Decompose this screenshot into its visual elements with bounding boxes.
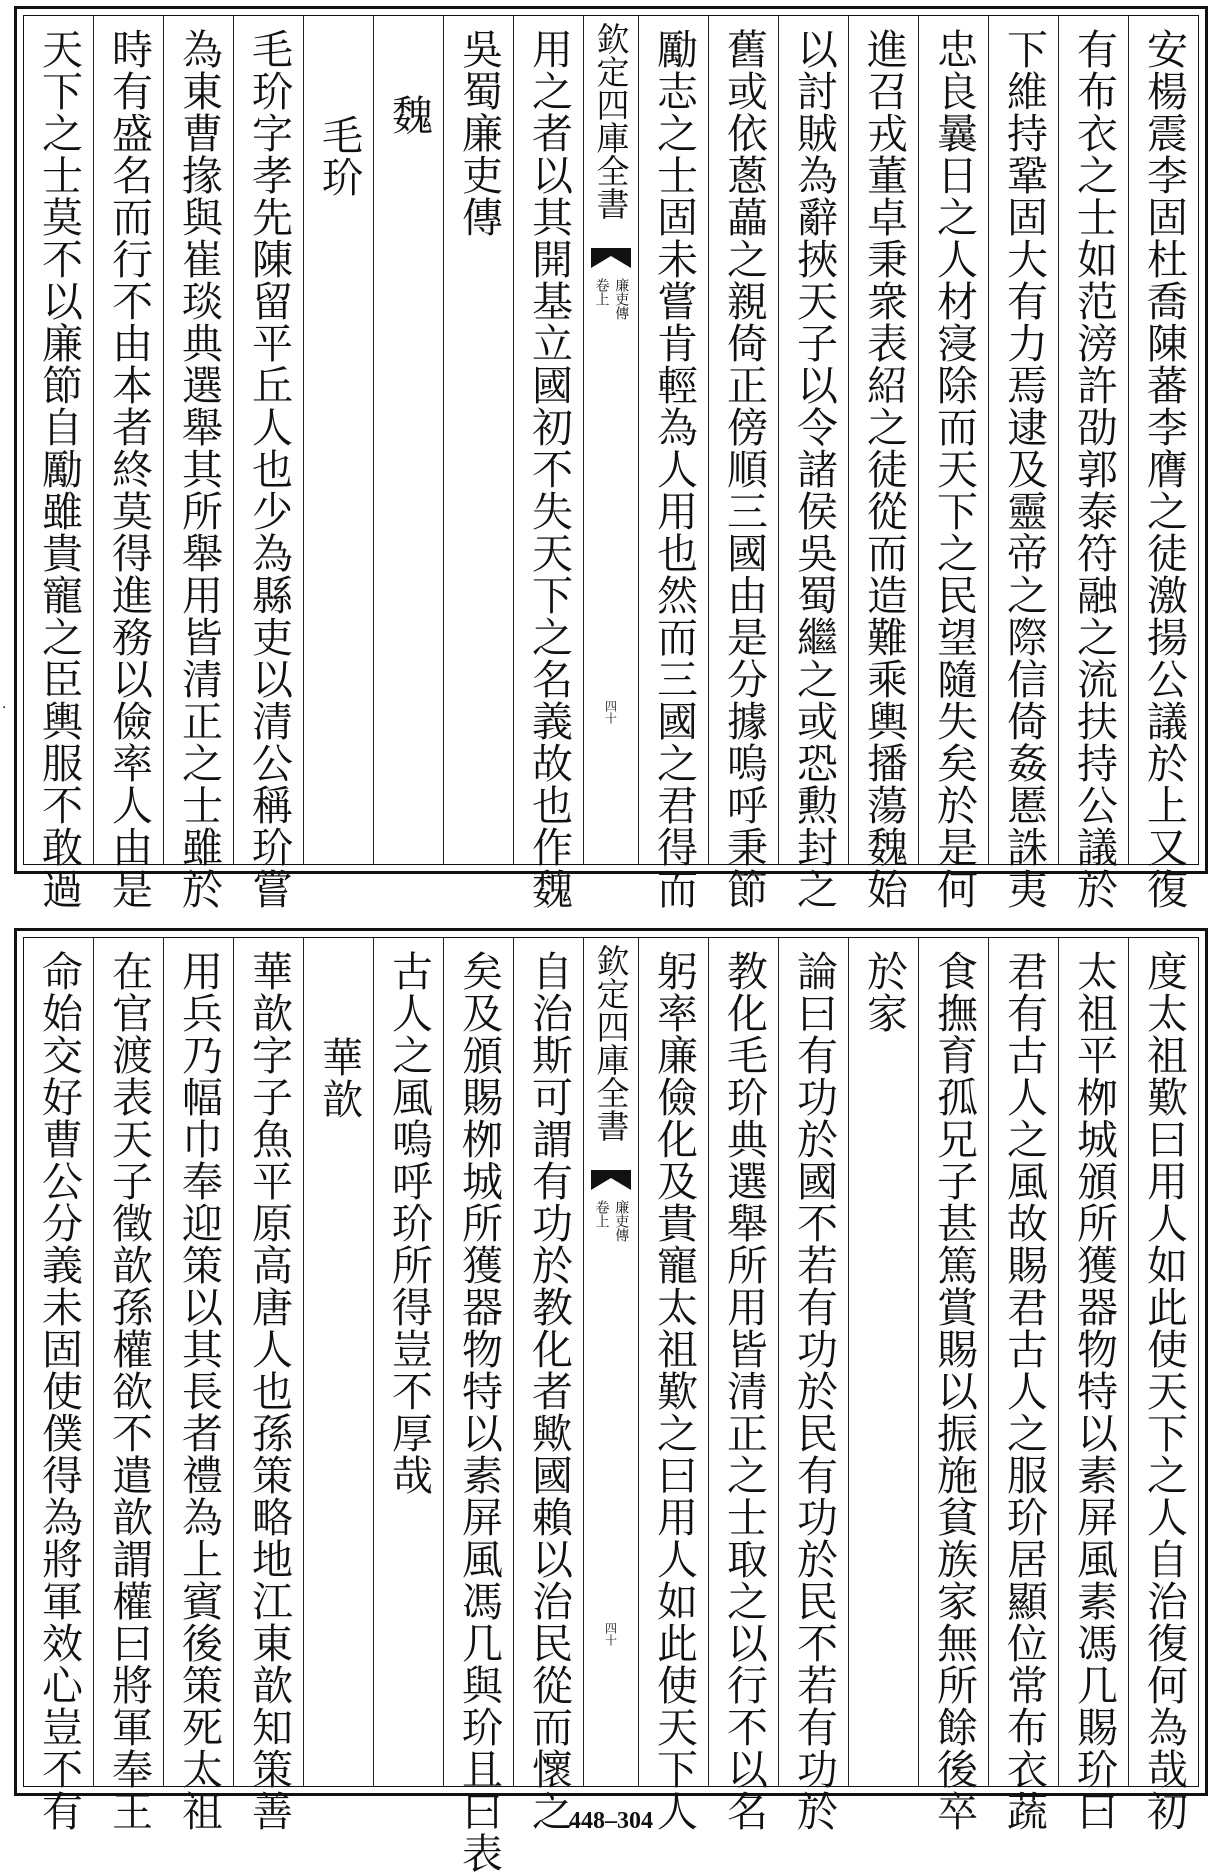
section-heading: 毛玠 (315, 114, 363, 198)
text-column (1128, 938, 1198, 1832)
text-line: 論曰有功於國不若有功於民有功於民不若有功於 (790, 950, 838, 1832)
upper-page-columns (23, 15, 1199, 910)
text-line: 下維持鞏固大有力焉逮及靈帝之際信倚姦慝誅夷 (1000, 28, 1048, 910)
page-number-footer: 448–304 (569, 1808, 653, 1834)
library-title: 欽定四庫全書 (591, 944, 631, 1142)
fish-tail-mark-icon (591, 248, 631, 268)
text-column (1058, 16, 1128, 910)
text-line: 吳蜀廉吏傳 (455, 28, 503, 238)
fish-tail-mark-icon (591, 1170, 631, 1190)
text-column (988, 16, 1058, 910)
text-column (443, 16, 513, 864)
text-line: 命始交好曹公分義未固使僕得為將軍效心豈不有 (35, 950, 83, 1832)
text-column (778, 16, 848, 910)
text-column (373, 938, 443, 1786)
text-line: 君有古人之風故賜君古人之服玠居顯位常布衣蔬 (1000, 950, 1048, 1832)
text-column (163, 16, 233, 910)
text-line: 為東曹掾與崔琰典選舉其所舉用皆清正之士雖於 (175, 28, 223, 910)
text-column (373, 16, 443, 864)
text-line: 自治斯可謂有功於教化者歟國賴以治民從而懷之 (525, 950, 573, 1832)
text-line: 以討賊為辭挾天子以令諸侯吳蜀繼之或恐勲封之 (790, 28, 838, 910)
text-column (93, 938, 163, 1832)
text-column (93, 16, 163, 910)
section-heading: 魏 (385, 94, 433, 136)
text-line: 進召戎董卓秉衆表紹之徒從而造難乘輿播蕩魏始 (860, 28, 908, 910)
text-column (848, 938, 918, 1786)
text-line: 古人之風嗚呼玠所得豈不厚哉 (385, 950, 433, 1496)
text-column (303, 16, 373, 864)
book-title: 廉吏傳 (613, 1200, 630, 1242)
text-line: 矣及頒賜栁城所獲器物特以素屏風馮几與玠且曰表 (455, 950, 503, 1874)
leaf-number: 四十 (603, 700, 618, 724)
text-line: 用兵乃幅巾奉迎策以其長者禮為上賓後策死太祖 (175, 950, 223, 1832)
text-line: 舊或依蔥藟之親倚正傍順三國由是分據嗚呼秉節 (720, 28, 768, 910)
text-line: 教化毛玠典選舉所用皆清正之士取之以行不以名 (720, 950, 768, 1832)
text-column (303, 938, 373, 1786)
book-title: 廉吏傳 (613, 278, 630, 320)
text-column (1058, 938, 1128, 1832)
text-column (163, 938, 233, 1832)
margin-dot: · (2, 700, 7, 716)
text-column (443, 938, 513, 1874)
text-line: 忠良曩日之人材寖除而天下之民望隨失矣於是何 (930, 28, 978, 910)
text-column (1128, 16, 1198, 910)
center-banner (583, 938, 638, 1786)
text-column (638, 16, 708, 910)
text-column (918, 938, 988, 1832)
text-line: 食撫育孤兄子甚篤賞賜以振施貧族家無所餘後卒 (930, 950, 978, 1832)
text-line: 毛玠字孝先陳留平丘人也少為縣吏以清公稱玠嘗 (245, 28, 293, 910)
text-column (233, 938, 303, 1832)
volume-label: 卷上 (593, 1200, 610, 1228)
text-line: 安楊震李固杜喬陳蕃李膺之徒激揚公議於上又復 (1140, 28, 1188, 910)
text-column (24, 16, 93, 910)
text-column (233, 16, 303, 910)
center-banner (583, 16, 638, 864)
section-heading: 華歆 (315, 1036, 363, 1120)
leaf-number: 四十 (603, 1622, 618, 1646)
text-line: 度太祖歎曰用人如此使天下之人自治復何為哉初 (1140, 950, 1188, 1832)
upper-page (14, 6, 1208, 910)
text-line: 用之者以其開基立國初不失天下之名義故也作魏 (525, 28, 573, 910)
text-column (24, 938, 93, 1832)
text-column (513, 938, 583, 1832)
text-column (918, 16, 988, 910)
text-line: 時有盛名而行不由本者終莫得進務以儉率人由是 (105, 28, 153, 910)
text-column (708, 16, 778, 910)
text-line: 於家 (860, 950, 908, 1034)
text-line: 華歆字子魚平原高唐人也孫策略地江東歆知策善 (245, 950, 293, 1832)
text-line: 在官渡表天子徵歆孫權欲不遣歆謂權曰將軍奉王 (105, 950, 153, 1832)
text-column (708, 938, 778, 1832)
text-column (778, 938, 848, 1832)
text-column (848, 16, 918, 910)
text-line: 勵志之士固未嘗肯輕為人用也然而三國之君得而 (650, 28, 698, 910)
text-line: 天下之士莫不以廉節自勵雖貴寵之臣輿服不敢過 (35, 28, 83, 910)
text-column (988, 938, 1058, 1832)
text-line: 有布衣之士如范滂許劭郭泰符融之流扶持公議於 (1070, 28, 1118, 910)
library-title: 欽定四庫全書 (591, 22, 631, 220)
text-line: 太祖平栁城頒所獲器物特以素屏風素馮几賜玠曰 (1070, 950, 1118, 1832)
volume-label: 卷上 (593, 278, 610, 306)
text-line: 躬率廉儉化及貴寵太祖歎之曰用人如此使天下人 (650, 950, 698, 1832)
text-column (638, 938, 708, 1832)
text-column (513, 16, 583, 910)
